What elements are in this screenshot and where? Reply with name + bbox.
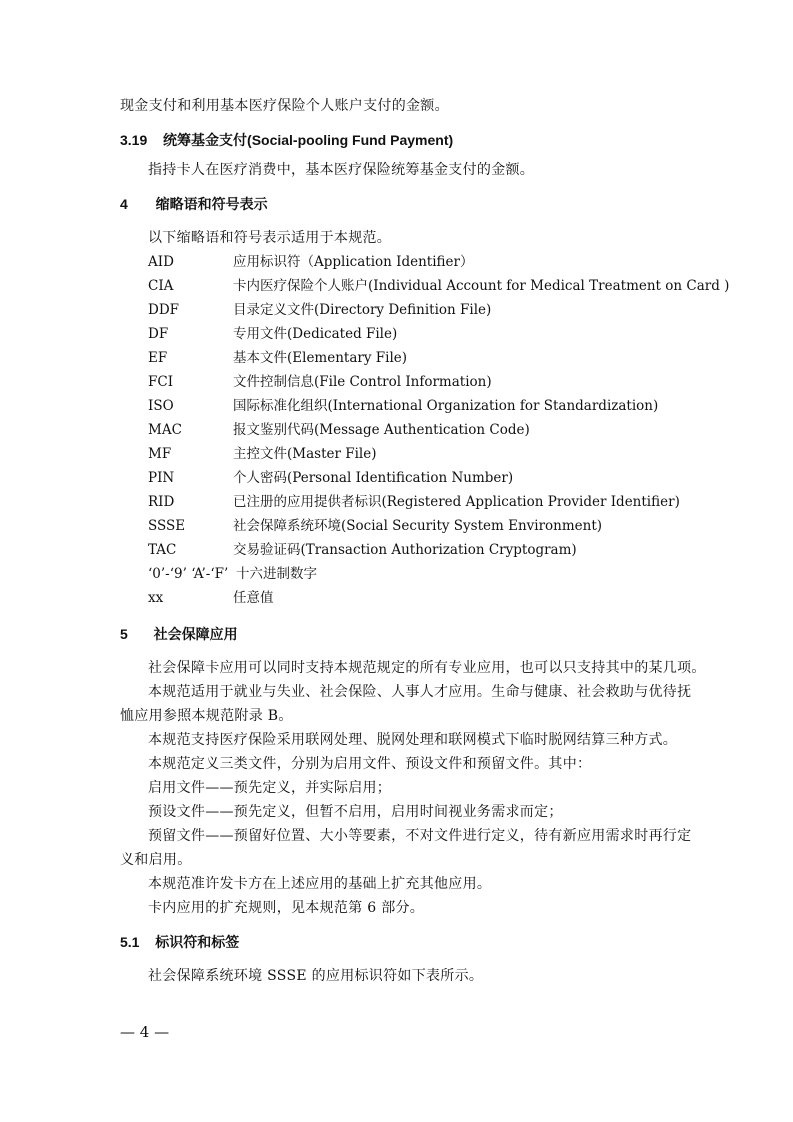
section-5-line: 本规范定义三类文件，分别为启用文件、预设文件和预留文件。其中：: [148, 756, 592, 772]
section-3-19-text: 指持卡人在医疗消费中，基本医疗保险统筹基金支付的金额。: [148, 162, 535, 178]
abbreviation-term: FCI: [148, 374, 174, 390]
section-5-line: 本规范准许发卡方在上述应用的基础上扩充其他应用。: [148, 876, 492, 892]
section-5-line: 本规范适用于就业与失业、社会保险、人事人才应用。生命与健康、社会救助与优待抚: [148, 684, 692, 700]
abbreviation-term: RID: [148, 494, 175, 510]
section-title: 社会保障应用: [153, 626, 238, 642]
section-5-line: 本规范支持医疗保险采用联网处理、脱网处理和联网模式下临时脱网结算三种方式。: [148, 732, 678, 748]
section-5-line: 启用文件——预先定义，并实际启用；: [148, 780, 392, 796]
abbreviation-desc: 应用标识符（Application Identifier）: [233, 254, 474, 270]
abbreviation-term: AID: [148, 254, 174, 270]
abbreviation-desc: 已注册的应用提供者标识(Registered Application Provider Identifier): [233, 494, 680, 510]
section-5-line: 卡内应用的扩充规则，见本规范第 6 部分。: [148, 900, 425, 916]
section-5-heading: [120, 624, 238, 644]
section-5-1-text: 社会保障系统环境 SSSE 的应用标识符如下表所示。: [148, 968, 484, 984]
section-5-line: 预设文件——预先定义，但暂不启用，启用时间视业务需求而定；: [148, 804, 563, 820]
abbreviation-desc: 主控文件(Master File): [233, 446, 377, 462]
section-4-intro: 以下缩略语和符号表示适用于本规范。: [148, 230, 392, 246]
paragraph-continuation: 现金支付和利用基本医疗保险个人账户支付的金额。: [120, 98, 449, 114]
abbreviation-desc: 个人密码(Personal Identification Number): [233, 470, 514, 486]
abbreviation-term: ISO: [148, 398, 174, 414]
section-5-line: 预留文件——预留好位置、大小等要素，不对文件进行定义，待有新应用需求时再行定: [148, 828, 692, 844]
section-3-19-heading: [120, 130, 453, 150]
section-5-line: 社会保障卡应用可以同时支持本规范规定的所有专业应用，也可以只支持其中的某几项。: [148, 660, 706, 676]
section-title: 缩略语和符号表示: [155, 196, 268, 212]
section-number: 3.19: [120, 132, 148, 148]
abbreviation-desc: 文件控制信息(File Control Information): [233, 374, 492, 390]
abbreviation-term: ‘0’-‘9’ ‘A’-‘F’: [148, 566, 229, 582]
abbreviation-desc: 任意值: [233, 590, 274, 606]
abbreviation-desc: 报文鉴别代码(Message Authentication Code): [233, 422, 530, 438]
section-number: 4: [120, 196, 128, 212]
abbreviation-desc: 十六进制数字: [236, 566, 317, 582]
abbreviation-term: DDF: [148, 302, 180, 318]
abbreviation-term: xx: [148, 590, 164, 606]
abbreviation-term: CIA: [148, 278, 174, 294]
section-title: 统筹基金支付(Social-pooling Fund Payment): [163, 132, 454, 148]
section-title: 标识符和标签: [155, 934, 240, 950]
abbreviation-desc: 社会保障系统环境(Social Security System Environment): [233, 518, 603, 534]
abbreviation-term: MAC: [148, 422, 182, 438]
abbreviation-term: EF: [148, 350, 168, 366]
abbreviation-desc: 交易验证码(Transaction Authorization Cryptogram): [233, 542, 577, 558]
abbreviation-term: SSSE: [148, 518, 186, 534]
section-5-line: 义和启用。: [120, 852, 192, 868]
abbreviation-desc: 目录定义文件(Directory Definition File): [233, 302, 492, 318]
abbreviation-term: TAC: [148, 542, 177, 558]
abbreviation-term: DF: [148, 326, 169, 342]
abbreviation-desc: 基本文件(Elementary File): [233, 350, 408, 366]
section-5-1-heading: [120, 932, 239, 952]
abbreviation-term: MF: [148, 446, 172, 462]
abbreviation-desc: 卡内医疗保险个人账户(Individual Account for Medical Treatment on Card ): [233, 278, 730, 294]
section-4-heading: [120, 194, 268, 214]
section-number: 5: [120, 626, 128, 642]
abbreviation-term: PIN: [148, 470, 175, 486]
section-5-line: 恤应用参照本规范附录 B。: [120, 708, 293, 724]
abbreviation-desc: 专用文件(Dedicated File): [233, 326, 398, 342]
section-number: 5.1: [120, 934, 140, 950]
page-number: — 4 —: [120, 1023, 170, 1041]
abbreviation-desc: 国际标准化组织(International Organization for Standardization): [233, 398, 659, 414]
